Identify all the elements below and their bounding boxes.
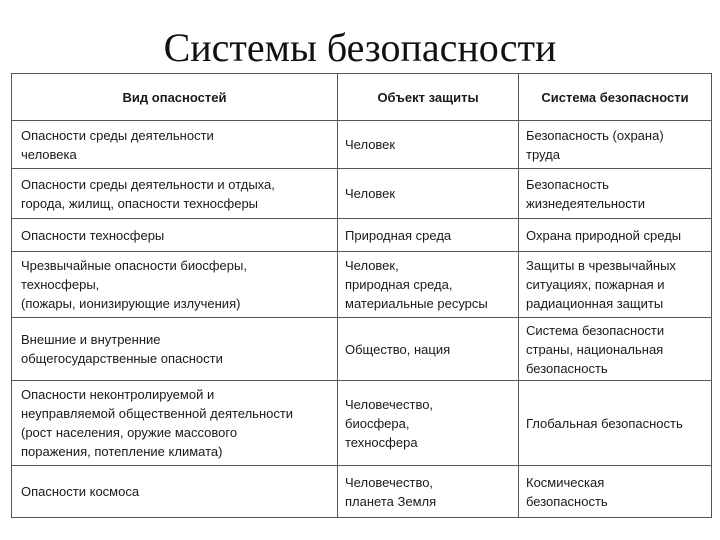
table-row [12,219,712,252]
page-title: Системы безопасности [163,25,557,70]
protection-object-cell: Человечество, планета Земля [338,466,519,518]
table-row [12,121,712,169]
protection-object-cell: Человек, природная среда, материальные ресурсы [338,252,519,318]
protection-object-cell: Человек [338,121,519,169]
protection-object-cell: Человечество, биосфера, техносфера [338,381,519,466]
hazard-type-cell: Опасности среды деятельности человека [12,121,338,169]
safety-system-cell: Космическая безопасность [519,466,712,518]
safety-system-cell: Безопасность жизнедеятельности [519,169,712,219]
protection-object-cell: Человек [338,169,519,219]
table-row [12,381,712,466]
hazard-type-cell: Опасности среды деятельности и отдыха, города, жилищ, опасности техносферы [12,169,338,219]
header-hazard-type: Вид опасностей [12,74,338,121]
hazard-type-cell: Опасности космоса [12,466,338,518]
safety-system-cell: Безопасность (охрана) труда [519,121,712,169]
table-row [12,466,712,518]
hazard-type-cell: Внешние и внутренние общегосударственные опасности [12,318,338,381]
safety-system-cell: Система безопасности страны, национальная безопасность [519,318,712,381]
safety-system-cell: Глобальная безопасность [519,381,712,466]
table-header-row [12,74,712,121]
table-row [12,169,712,219]
table-row [12,252,712,318]
table-row [12,318,712,381]
hazard-type-cell: Чрезвычайные опасности биосферы, техносферы, (пожары, ионизирующие излучения) [12,252,338,318]
safety-systems-table [11,73,712,518]
hazard-type-cell: Опасности техносферы [12,219,338,252]
header-safety-system: Система безопасности [519,74,712,121]
safety-system-cell: Защиты в чрезвычайных ситуациях, пожарная и радиационная защиты [519,252,712,318]
safety-system-cell: Охрана природной среды [519,219,712,252]
hazard-type-cell: Опасности неконтролируемой и неуправляемой общественной деятельности (рост населения, оружие массового поражения, потепление климата) [12,381,338,466]
protection-object-cell: Природная среда [338,219,519,252]
protection-object-cell: Общество, нация [338,318,519,381]
header-protection-object: Объект защиты [338,74,519,121]
